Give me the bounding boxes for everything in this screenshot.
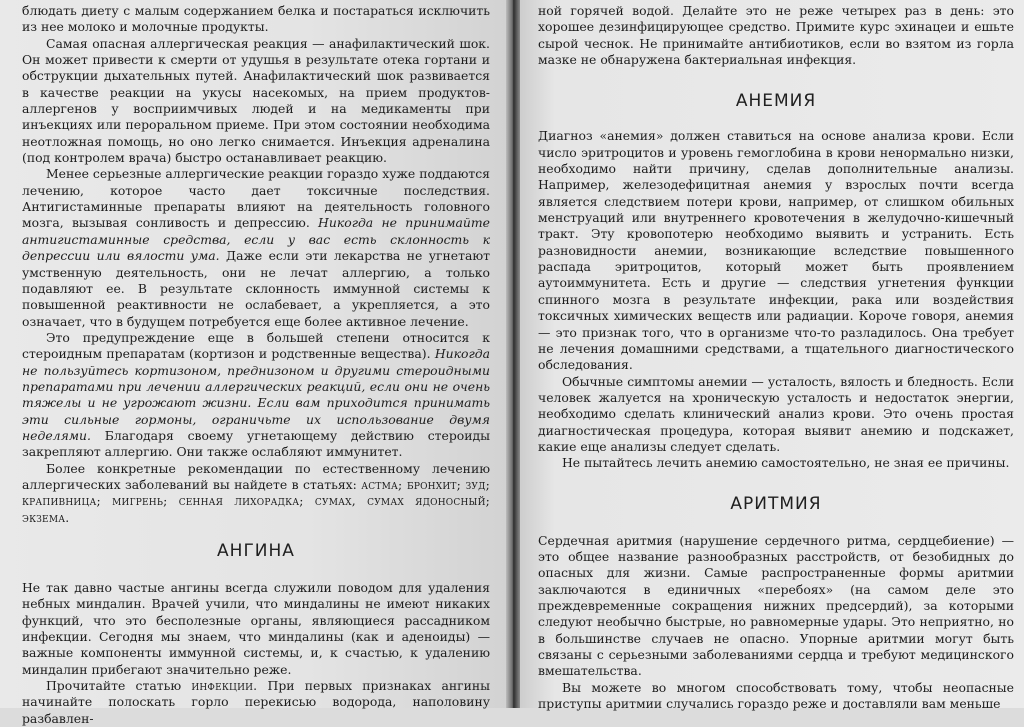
- right-page: [514, 0, 1024, 712]
- text-run: Менее серьезные аллергические реакции гораздо хуже поддаются лечению, которое часто дает токсичные последствия. Антигистаминные препараты влияют на деятельность головного мозга, вызывая сонливость и депрессию.: [22, 166, 490, 231]
- text-run: Даже если эти лекарства не угнетают умственную деятельность, они не лечат аллергию, а только подавляют ее. В результате склонность иммунной системы к повышенной реактивности не ослабевает, а укрепляется, а это означает, что в будущем потребуется еще более активное лечение.: [22, 248, 490, 329]
- text-run: Прочитайте статью: [46, 678, 182, 694]
- paragraph: Не пытайтесь лечить анемию самостоятельно, не зная ее причины.: [562, 455, 1010, 471]
- text-run: Это предупреждение еще в большей степени относится к стероидным препаратам (кортизон и родственные вещества).: [22, 329, 490, 362]
- paragraph: [22, 678, 490, 727]
- italic-warning: Если вам приходится принимать эти сильные гормоны, ограничьте их использование двумя неделями.: [22, 395, 490, 443]
- text-run: Благодаря своему угнетающему действию стероиды закрепляют аллергию. Они также ослабляют иммунитет.: [22, 427, 490, 460]
- section-heading-aritmiya: АРИТМИЯ: [730, 493, 822, 514]
- paragraph: Диагноз «анемия» должен ставиться на основе анализа крови. Если число эритроцитов и уровень гемоглобина в крови ненормально низки, необходимо найти причину, сделав дополнительные анализы. Например, железодефицитная анемия у взрослых почти всегда является следствием потери крови, например, от слишком обильных менструаций или внутреннего кровотечения в желудочно-кишечный тракт. Эту кровопотерю необходимо выявить и устранить. Есть разновидности анемии, возникающие вследствие повышенного распада эритроцитов, который может быть проявлением аутоиммунитета. Есть и другие — следствия угнетения функции спинного мозга в результате инфекции, рака или воздействия токсичных химических веществ или радиации. Короче говоря, анемия — это признак того, что в организме что-то разладилось. Она требует не лечения домашними средствами, а тщательного диагностического обследования.: [538, 128, 1014, 373]
- paragraph: [22, 330, 490, 461]
- cross-references: астма; бронхит; зуд; крапивница; мигрень; сенная лихорадка; сумах, сумах ядоносный; экзема.: [22, 476, 490, 525]
- paragraph: ной горячей водой. Делайте это не реже четырех раз в день: это хорошее дезинфицирующее средство. Примите курс эхинацеи и ешьте сырой чеснок. Не принимайте антибиотиков, если во взятом из горла мазке не обнаружена бактериальная инфекция.: [538, 3, 1014, 68]
- paragraph: Вы можете во многом способствовать тому, чтобы неопасные приступы аритмии случались гораздо реже и доставляли вам меньше: [538, 679, 1014, 712]
- paragraph: Обычные симптомы анемии — усталость, вялость и бледность. Если человек жалуется на хроническую усталость и недостаток энергии, необходимо сделать клинический анализ крови. Это очень простая диагностическая процедура, которая выявит анемию и подскажет, какие еще анализы следует сделать.: [538, 373, 1014, 454]
- book-gutter: [506, 0, 520, 708]
- paragraph: Самая опасная аллергическая реакция — анафилактический шок. Он может привести к смерти от удушья в результате отека гортани и обструкции дыхательных путей. Анафилактический шок развивается в качестве реакции на укусы насекомых, на прием продуктов-аллергенов у восприимчивых людей и на медикаменты при инъекциях или пероральном приеме. При этом состоянии необходима неотложная помощь, но оно легко снимается. Инъекция адреналина (под контролем врача) быстро останавливает реакцию.: [22, 35, 490, 166]
- text-run: При первых признаках ангины начинайте полоскать горло перекисью водорода, наполовину разбавлен-: [22, 678, 490, 726]
- cross-reference: инфекции.: [191, 678, 258, 694]
- paragraph: Сердечная аритмия (нарушение сердечного ритма, сердцебиение) — это общее название разнообразных расстройств, от безобидных до опасных для жизни. Самые распространенные формы аритмии заключаются в единичных «перебоях» (на самом деле это преждевременные сокращения нижних предсердий), за которыми следуют необычно быстрые, но равномерные удары. Это неприятно, но в большинстве случаев не опасно. Упорные аритмии могут быть связаны с серьезными заболеваниями сердца и требуют медицинского вмешательства.: [538, 532, 1014, 679]
- paragraph: блюдать диету с малым содержанием белка и постараться исключить из нее молоко и молочные продукты.: [22, 3, 490, 35]
- section-heading-angina: АНГИНА: [217, 541, 295, 561]
- paragraph: Не так давно частые ангины всегда служили поводом для удаления небных миндалин. Врачей учили, что миндалины не имеют никаких функций, что это бесполезные органы, являющиеся рассадником инфекции. Сегодня мы знаем, что миндалины (как и аденоиды) — важные компоненты иммунной системы, и, к счастью, к удалению миндалин прибегают значительно реже.: [22, 580, 490, 677]
- paragraph: [22, 166, 490, 329]
- paragraph: [22, 461, 490, 526]
- italic-warning: Никогда не пользуйтесь кортизоном, преднизоном и другими стероидными препаратами при лечении аллергических реакций, если они не очень тяжелы и не угрожают жизни.: [22, 346, 490, 411]
- italic-warning: Никогда не принимайте антигистаминные средства, если у вас есть склонность к депрессии или вялости ума.: [22, 215, 490, 264]
- section-heading-anemia: АНЕМИЯ: [735, 91, 817, 112]
- text-run: Более конкретные рекомендации по естественному лечению аллергических заболеваний вы найдете в статьях:: [22, 460, 490, 492]
- left-page: [0, 0, 510, 726]
